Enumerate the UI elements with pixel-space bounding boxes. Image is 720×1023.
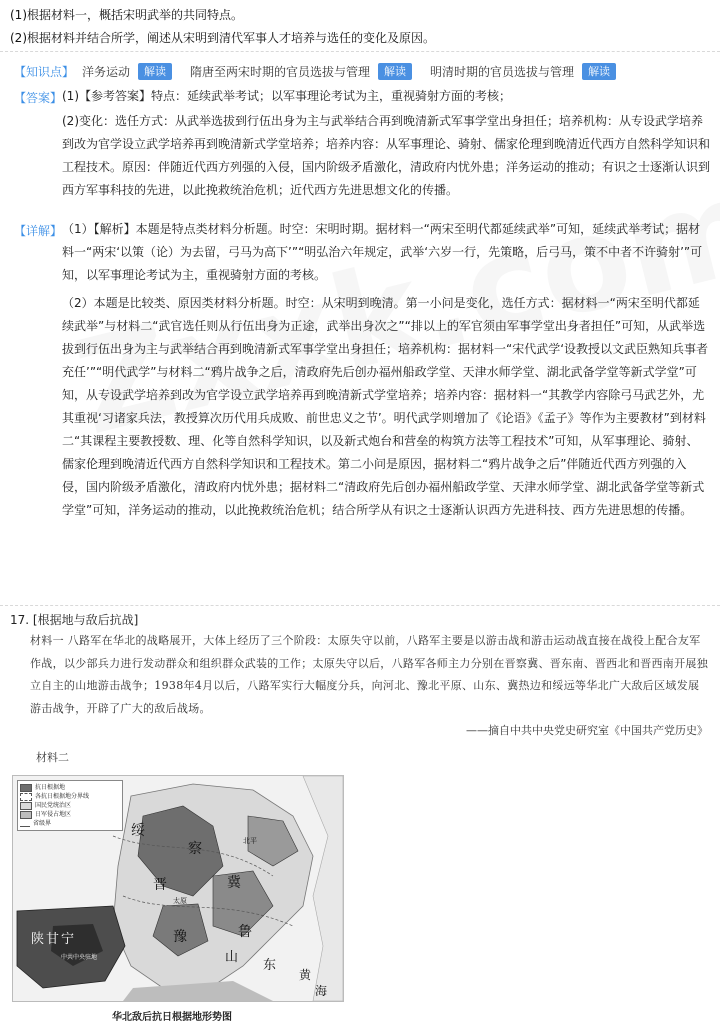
- map-label-ji: 冀: [227, 875, 241, 891]
- map-label-gan: 甘: [46, 932, 60, 947]
- answer-line-1: (1)【参考答案】特点：延续武举考试；以军事理论考试为主，重视骑射方面的考核；: [62, 89, 512, 103]
- question-2: (2)根据材料并结合所学，阐述从宋明到清代军事人才培养与选任的变化及原因。: [10, 31, 436, 45]
- legend-swatch: [20, 793, 32, 801]
- divider: [0, 605, 720, 606]
- map-label-hai: 海: [315, 984, 328, 998]
- map-caption: 华北敌后抗日根据地形势图: [112, 1012, 232, 1023]
- question-1: (1)根据材料一，概括宋明武举的共同特点。: [10, 8, 243, 22]
- material-2-label: 材料二: [36, 751, 69, 764]
- map-figure: [12, 775, 344, 1002]
- material-1: 材料一 八路军在华北的战略展开，大体上经历了三个阶段：太原失守以前，八路军主要是以游击战和游击运动战直接在战役上配合友军作战，以少部兵力进行发动群众和组织群众武装的工作；太原失守以后，八路军各师主力分别在晋察冀、晋东南、晋西北和晋西南开展独立自主的山地游击战争；1938年4月以后，八路军实行大幅度分兵，向河北、豫北平原、山东、冀热边和绥远等华北广大敌后区域发展游击战争，开辟了广大的敌后战场。: [30, 634, 708, 715]
- map-label-ning: 宁: [61, 932, 75, 947]
- answer-line-2: (2)变化：选任方式：从武举选拔到行伍出身为主与武举结合再到晚清新式军事学堂出身担任；培养机构：从专设武学培养到改为官学设立武学培养再到晚清新式学堂培养；培养内容：从军事理论、骑射、儒家伦理到晚清近代西方自然科学知识和工程技术。原因：伴随近代西方列强的入侵，国内阶级矛盾激化，清政府内忧外患；洋务运动的推动；有识之士逐渐认识到西方军事科技的先进，以此挽救统治危机；近代西方先进思想文化的传播。: [62, 114, 711, 197]
- knowledge-points: [14, 63, 634, 80]
- map-label-cha: 察: [188, 841, 202, 857]
- legend-swatch: [20, 820, 30, 827]
- explain-button[interactable]: 解读: [582, 63, 616, 80]
- map-label-lu: 鲁: [238, 924, 252, 940]
- map-label-hq: 中共中央驻地: [61, 954, 98, 961]
- map-label-jin: 晋: [153, 877, 167, 893]
- knowledge-item-label: 明清时期的官员选拔与管理: [430, 65, 575, 79]
- legend-swatch: [20, 802, 32, 810]
- map-label-yu: 豫: [173, 929, 187, 945]
- detail-tag: 【详解】: [14, 224, 63, 238]
- answer-tag: 【答案】: [14, 91, 63, 105]
- legend-item: 日军侵占地区: [35, 811, 72, 818]
- map-label-shaan: 陕: [31, 932, 45, 947]
- legend-item: 省级界: [33, 820, 52, 827]
- material-source: ——摘自中共中央党史研究室《中国共产党历史》: [466, 724, 708, 737]
- map-label-beiping: 北平: [243, 837, 257, 845]
- map-label-sui: 绥: [131, 823, 145, 839]
- legend-item: 国民党统治区: [35, 802, 72, 809]
- map-label-taiyuan: 太原: [173, 897, 187, 905]
- knowledge-item-label: 洋务运动: [82, 65, 131, 79]
- knowledge-item-label: 隋唐至两宋时期的官员选拔与管理: [190, 65, 371, 79]
- divider: [0, 51, 720, 52]
- map-label-shan: 山: [225, 950, 239, 965]
- question-17-title: 17. [根据地与敌后抗战]: [10, 613, 139, 627]
- legend-swatch: [20, 784, 32, 792]
- detail-paragraph-1: （1）【解析】本题是特点类材料分析题。时空：宋明时期。据材料一“两宋至明代都延续武举”可知，延续武举考试；据材料一“两宋‘以策（论）为去留，弓马为高下’”“明弘治六年规定，武举‘六岁一行，先策略，后弓马，策不中者不许骑射’”可知，以军事理论考试为主，重视骑射方面的考核。: [62, 222, 703, 282]
- legend-swatch: [20, 811, 32, 819]
- explain-button[interactable]: 解读: [138, 63, 172, 80]
- map-legend: [17, 780, 123, 831]
- knowledge-tag: 【知识点】: [14, 65, 75, 79]
- legend-item: 抗日根据地: [35, 784, 66, 791]
- map-label-dong: 东: [263, 958, 277, 973]
- explain-button[interactable]: 解读: [378, 63, 412, 80]
- map-label-huang: 黄: [299, 968, 312, 982]
- detail-paragraph-2: （2）本题是比较类、原因类材料分析题。时空：从宋明到晚清。第一小问是变化，选任方式：据材料一“两宋至明代都延续武举”与材料二“武官选任则从行伍出身为正途，武举出身次之”“排以上的军官须由军事学堂出身者担任”可知，从武举选拔到行伍出身为主与武举结合再到晚清新式军事学堂出身担任；培养机构：据材料一“宋代武学‘设教授以文武臣熟知兵事者充任’”“明代武学”与材料二“鸦片战争之后，清政府先后创办福州船政学堂、天津水师学堂、湖北武备学堂等新式学堂”可知，从专设武学培养到改为官学设立武学培养再到晚清新式学堂培养；培养内容：据材料一“其教学内容除弓马武艺外，尤其重视‘习诸家兵法，教授算次历代用兵成败、前世忠义之节’。明代武学则增加了《论语》《孟子》等作为主要教材”到材料二“其课程主要教授数、理、化等自然科学知识，以及新式炮台和营垒的构筑方法等工程技术”可知，从军事理论、骑射、儒家伦理到晚清近代西方自然科学知识和工程技术。第二小问是原因，据材料二“鸦片战争之后”伴随近代西方列强的入侵，国内阶级矛盾激化，清政府内忧外患；据材料二“清政府先后创办福州船政学堂、天津水师学堂、湖北武备学堂等新式学堂”可知，洋务运动的推动，以此挽救统治危机；结合所学从有识之士逐渐认识西方先进科技、西方先进思想的传播。: [62, 296, 709, 517]
- legend-item: 各抗日根据地分界线: [35, 793, 90, 800]
